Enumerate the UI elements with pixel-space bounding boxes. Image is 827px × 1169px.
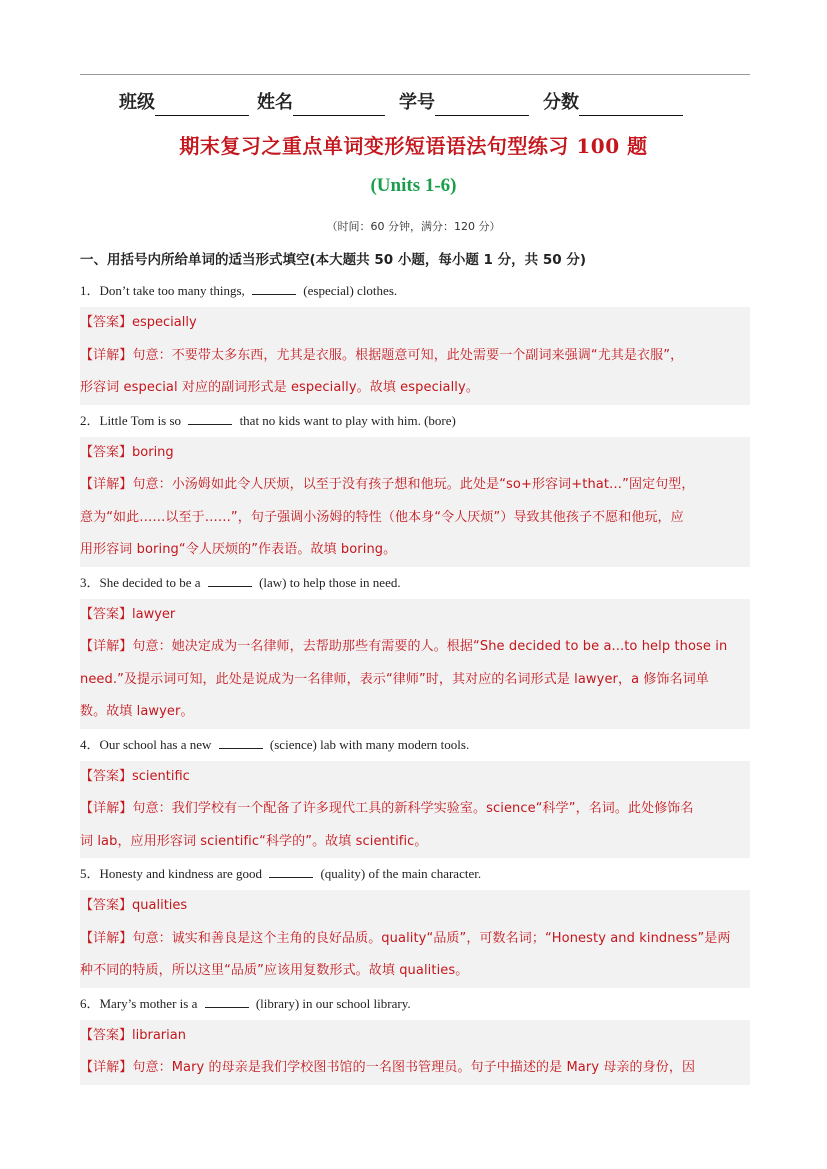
- answer-box: [80, 307, 750, 405]
- question-text: 3．She decided to be a: [80, 574, 204, 590]
- question-hint: (quality) of the main character.: [317, 866, 482, 881]
- question-text: 6．Mary’s mother is a: [80, 995, 201, 1011]
- name-label: 姓名: [257, 92, 293, 113]
- header-rule: [80, 74, 750, 75]
- question-item: [80, 858, 750, 890]
- student-number-label: 学号: [399, 92, 435, 113]
- explanation-text: 用形容词 boring“令人厌烦的”作表语。故填 boring。: [80, 542, 397, 557]
- question-hint: (especial) clothes.: [300, 283, 398, 298]
- class-label: 班级: [119, 92, 155, 113]
- page-subtitle: (Units 1-6): [370, 175, 457, 196]
- answer-box: [80, 599, 750, 729]
- explanation-line: [80, 534, 750, 567]
- page-title: 期末复习之重点单词变形短语语法句型练习 100 题: [179, 134, 648, 158]
- answer-tag: 【答案】: [80, 315, 133, 330]
- explanation-line: [80, 1052, 750, 1085]
- question-item: [80, 567, 750, 599]
- answer-blank[interactable]: [269, 863, 313, 878]
- answer-box: [80, 437, 750, 567]
- explanation-text: 种不同的特质，所以这里“品质”应该用复数形式。故填 qualities。: [80, 963, 469, 978]
- explanation-text: 句意：Mary 的母亲是我们学校图书馆的一名图书管理员。句子中描述的是 Mary 母亲的身份，因: [132, 1060, 696, 1075]
- explanation-line: [80, 631, 750, 664]
- explanation-line: [80, 696, 750, 729]
- answer-line: [80, 1020, 750, 1053]
- explanation-tag: 【详解】: [80, 930, 133, 946]
- answer-tag: 【答案】: [80, 606, 133, 622]
- explanation-text: need.”及提示词可知，此处是说成为一名律师，表示“律师”时，其对应的名词形式是 lawyer，a 修饰名词单: [80, 671, 709, 687]
- class-blank[interactable]: [155, 95, 249, 116]
- explanation-line: [80, 469, 750, 502]
- section-title: 一、用括号内所给单词的适当形式填空(本大题共 50 小题，每小题 1 分，共 50 分): [80, 252, 587, 268]
- question-list: [80, 275, 750, 1085]
- student-number-blank[interactable]: [435, 95, 529, 116]
- explanation-tag: 【详解】: [80, 477, 133, 492]
- explanation-tag: 【详解】: [80, 639, 133, 654]
- question-item: [80, 729, 750, 761]
- score-label: 分数: [543, 92, 579, 113]
- answer-tag: 【答案】: [80, 1027, 133, 1043]
- question-text: 1．Don’t take too many things,: [80, 283, 249, 298]
- question-hint: (science) lab with many modern tools.: [266, 736, 470, 752]
- answer-value: boring: [132, 444, 174, 460]
- answer-line: [80, 761, 750, 794]
- explanation-text: 词 lab，应用形容词 scientific“科学的”。故填 scientific。: [80, 833, 428, 849]
- explanation-line: [80, 923, 750, 956]
- answer-box: [80, 1020, 750, 1085]
- answer-value: librarian: [132, 1027, 186, 1043]
- answer-tag: 【答案】: [80, 444, 133, 460]
- explanation-text: 意为“如此……以至于……”，句子强调小汤姆的特性（他本身“令人厌烦”）导致其他孩子不愿和他玩，应: [80, 509, 684, 525]
- question-item: [80, 988, 750, 1020]
- explanation-line: [80, 372, 750, 405]
- question-text: 2．Little Tom is so: [80, 412, 185, 428]
- question-text: 4．Our school has a new: [80, 736, 215, 752]
- explanation-tag: 【详解】: [80, 1060, 133, 1075]
- answer-blank[interactable]: [188, 410, 232, 425]
- answer-blank[interactable]: [208, 572, 252, 587]
- answer-tag: 【答案】: [80, 898, 133, 913]
- question-text: 5．Honesty and kindness are good: [80, 866, 266, 881]
- answer-blank[interactable]: [252, 280, 296, 295]
- question-hint: that no kids want to play with him. (bore): [236, 412, 456, 428]
- explanation-line: [80, 502, 750, 535]
- explanation-text: 句意：小汤姆如此令人厌烦，以至于没有孩子想和他玩。此处是“so+形容词+that…”固定句型，: [132, 477, 695, 492]
- answer-box: [80, 890, 750, 988]
- answer-value: scientific: [132, 768, 190, 784]
- explanation-line: [80, 340, 750, 373]
- explanation-text: 数。故填 lawyer。: [80, 704, 194, 719]
- explanation-line: [80, 664, 750, 697]
- answer-line: [80, 437, 750, 470]
- explanation-text: 形容词 especial 对应的副词形式是 especially。故填 especially。: [80, 380, 479, 395]
- answer-blank[interactable]: [205, 993, 249, 1008]
- time-note: （时间：60 分钟，满分：120 分）: [326, 220, 501, 233]
- explanation-text: 句意：她决定成为一名律师，去帮助那些有需要的人。根据“She decided to be a...to help those in: [132, 639, 728, 654]
- name-blank[interactable]: [293, 95, 385, 116]
- answer-value: qualities: [132, 898, 188, 913]
- student-info-line: [119, 88, 691, 116]
- answer-tag: 【答案】: [80, 768, 133, 784]
- answer-blank[interactable]: [219, 734, 263, 749]
- answer-line: [80, 307, 750, 340]
- answer-value: lawyer: [132, 606, 176, 622]
- explanation-line: [80, 793, 750, 826]
- answer-value: especially: [132, 315, 197, 330]
- score-blank[interactable]: [579, 95, 683, 116]
- answer-line: [80, 890, 750, 923]
- explanation-tag: 【详解】: [80, 347, 133, 363]
- question-item: [80, 405, 750, 437]
- explanation-text: 句意：我们学校有一个配备了许多现代工具的新科学实验室。science“科学”，名词。此处修饰名: [132, 801, 694, 816]
- explanation-line: [80, 826, 750, 859]
- question-hint: (library) in our school library.: [252, 995, 411, 1011]
- answer-line: [80, 599, 750, 632]
- answer-box: [80, 761, 750, 859]
- explanation-line: [80, 955, 750, 988]
- explanation-text: 句意：不要带太多东西，尤其是衣服。根据题意可知，此处需要一个副词来强调“尤其是衣服”，: [132, 347, 684, 363]
- explanation-text: 句意：诚实和善良是这个主角的良好品质。quality“品质”，可数名词；“Honesty and kindness”是两: [132, 930, 731, 946]
- explanation-tag: 【详解】: [80, 801, 133, 816]
- question-item: [80, 275, 750, 307]
- question-hint: (law) to help those in need.: [255, 574, 401, 590]
